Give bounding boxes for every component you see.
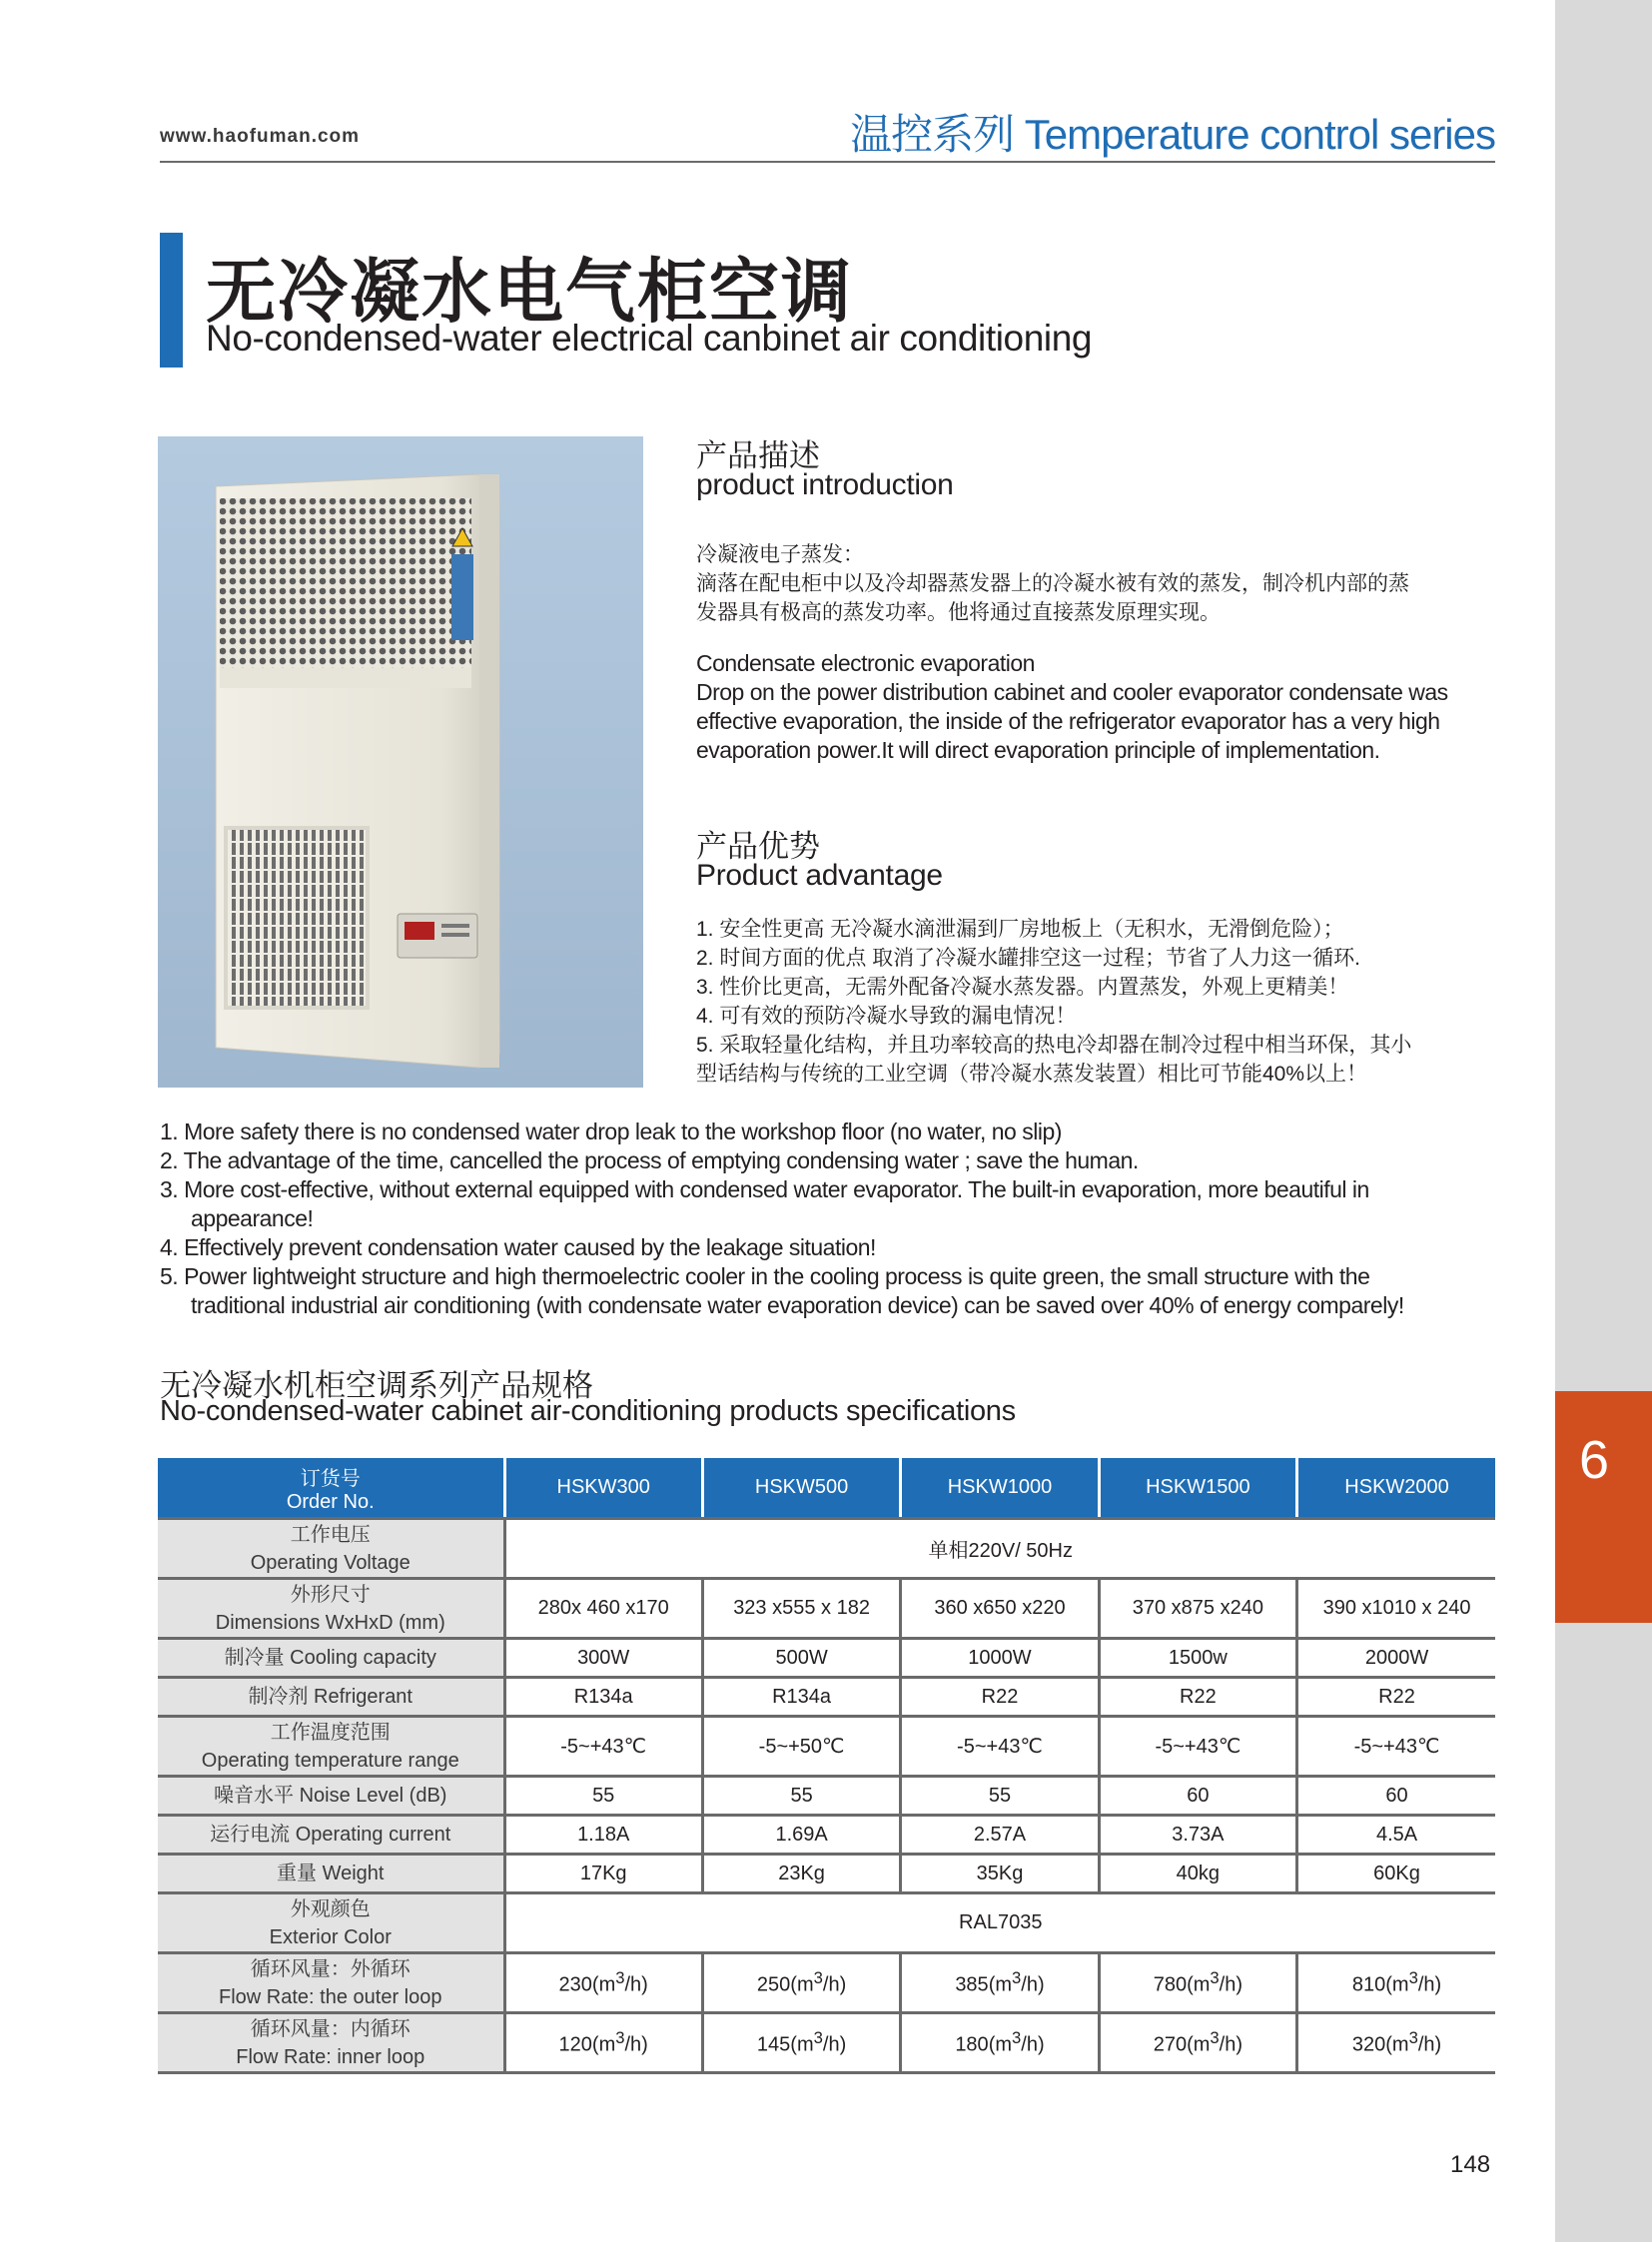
flow-unit-exp: 3 [1012,2028,1022,2048]
table-cell: -5~+43℃ [504,1717,702,1777]
table-cell: 3.73A [1099,1816,1296,1855]
flow-value: 810 [1351,1973,1386,1996]
row-label-noise: 噪音水平 Noise Level (dB) [158,1777,504,1816]
table-row [158,1816,1495,1855]
row-label-refrigerant: 制冷剂 Refrigerant [158,1678,504,1717]
table-cell [1297,1953,1495,2013]
row-label-weight: 重量 Weight [158,1855,504,1893]
flow-unit: (m [790,2033,814,2056]
voltage-value: 单相220V/ 50Hz [504,1519,1495,1579]
flow-value: 230 [558,1973,592,1996]
table-cell: 323 x555 x 182 [702,1579,900,1639]
flow-value: 270 [1153,2033,1188,2056]
flow-unit: (m [1385,2033,1409,2056]
flow-value: 250 [756,1973,791,1996]
row-label-en: Operating temperature range [201,1749,459,1772]
row-label-inner-flow [158,2013,504,2073]
table-row [158,1953,1495,2013]
table-cell: 4.5A [1297,1816,1495,1855]
header-divider [160,161,1495,163]
product-photo [158,436,643,1088]
intro-en-line: Drop on the power distribution cabinet and cooler evaporator condensate was [696,679,1448,705]
flow-unit: (m [1385,1973,1409,1996]
flow-unit-exp: 3 [1210,1968,1220,1988]
table-cell: 1000W [901,1639,1099,1678]
flow-unit-exp: 3 [1012,1968,1022,1988]
flow-value: 320 [1351,2033,1386,2056]
table-row [158,1717,1495,1777]
table-cell: -5~+43℃ [1297,1717,1495,1777]
flow-unit-exp: 3 [1210,2028,1220,2048]
row-label-cn: 工作电压 [290,1523,371,1546]
table-cell: 23Kg [702,1855,900,1893]
model-header: HSKW500 [702,1458,900,1519]
row-label-en: Flow Rate: the outer loop [219,1985,442,2008]
title-accent-bar [160,233,183,368]
spec-heading-cn: 无冷凝水机柜空调系列产品规格 [160,1368,593,1403]
table-cell [1297,2013,1495,2073]
table-row [158,1579,1495,1639]
order-no-header-en: Order No. [286,1490,375,1513]
model-header: HSKW1500 [1099,1458,1296,1519]
table-cell: 360 x650 x220 [901,1579,1099,1639]
table-cell [901,1953,1099,2013]
table-cell: 390 x1010 x 240 [1297,1579,1495,1639]
flow-unit-exp: 3 [615,1968,625,1988]
table-cell: 35Kg [901,1855,1099,1893]
table-cell: R134a [702,1678,900,1717]
table-cell: 2.57A [901,1816,1099,1855]
flow-value: 120 [558,2033,592,2056]
table-cell [504,1953,702,2013]
intro-cn-line: 滴落在配电柜中以及冷却器蒸发器上的冷凝水被有效的蒸发，制冷机内部的蒸 [696,572,1409,595]
table-cell: 2000W [1297,1639,1495,1678]
advantage-en-line: traditional industrial air conditioning (with condensate water evaporation device) can be saved over 40% of energy comparely! [191,1292,1404,1318]
flow-value: 385 [955,1973,989,1996]
table-cell: 1500w [1099,1639,1296,1678]
row-label-dimensions [158,1579,504,1639]
advantage-en-list [160,1118,1498,1320]
advantage-heading-en: Product advantage [696,859,943,892]
table-cell: R22 [1099,1678,1296,1717]
row-label-en: Flow Rate: inner loop [236,2045,425,2068]
intro-en-line: effective evaporation, the inside of the refrigerator evaporator has a very high [696,708,1440,734]
table-cell [1099,2013,1296,2073]
advantage-en-line: appearance! [191,1205,314,1231]
table-cell: R134a [504,1678,702,1717]
row-label-current: 运行电流 Operating current [158,1816,504,1855]
spec-table [158,1458,1495,2074]
advantage-cn-line: 4. 可有效的预防冷凝水导致的漏电情况！ [696,1005,1077,1028]
advantage-heading-cn: 产品优势 [696,829,820,864]
flow-value: 780 [1153,1973,1188,1996]
table-cell [702,2013,900,2073]
flow-unit-exp: 3 [813,1968,823,1988]
chapter-tab [1555,1391,1652,1623]
flow-unit: /h) [822,1973,847,1996]
table-row [158,1678,1495,1717]
table-cell: -5~+50℃ [702,1717,900,1777]
table-row [158,2013,1495,2073]
order-no-header [158,1458,504,1519]
color-value: RAL7035 [504,1893,1495,1953]
flow-unit: /h) [1021,2033,1045,2056]
table-cell: 60 [1099,1777,1296,1816]
advantage-cn-list [696,915,1411,1089]
table-row [158,1777,1495,1816]
table-cell: -5~+43℃ [901,1717,1099,1777]
advantage-en-line: 4. Effectively prevent condensation water caused by the leakage situation! [160,1234,876,1260]
intro-cn-line: 发器具有极高的蒸发功率。他将通过直接蒸发原理实现。 [696,601,1221,624]
row-label-cooling: 制冷量 Cooling capacity [158,1639,504,1678]
table-cell: R22 [1297,1678,1495,1717]
table-row [158,1639,1495,1678]
table-cell: 55 [901,1777,1099,1816]
flow-unit: /h) [624,2033,648,2056]
flow-unit: (m [988,2033,1013,2056]
table-row [158,1855,1495,1893]
row-label-cn: 外形尺寸 [290,1583,371,1606]
table-row [158,1519,1495,1579]
website-url: www.haofuman.com [160,126,361,147]
intro-cn-line: 冷凝液电子蒸发： [696,543,864,566]
flow-unit: /h) [822,2033,847,2056]
table-cell: 300W [504,1639,702,1678]
model-header: HSKW1000 [901,1458,1099,1519]
table-cell: R22 [901,1678,1099,1717]
table-cell: 370 x875 x240 [1099,1579,1296,1639]
flow-unit: /h) [1219,2033,1243,2056]
flow-unit: (m [591,2033,616,2056]
series-title: 温控系列 Temperature control series [850,111,1495,158]
row-label-voltage [158,1519,504,1579]
row-label-temperature [158,1717,504,1777]
advantage-en-line: 5. Power lightweight structure and high thermoelectric cooler in the cooling process is quite green, the small structure with the [160,1263,1370,1289]
intro-en-line: Condensate electronic evaporation [696,650,1035,676]
model-header: HSKW300 [504,1458,702,1519]
row-label-outer-flow [158,1953,504,2013]
flow-unit: (m [1187,2033,1211,2056]
table-cell: 60Kg [1297,1855,1495,1893]
row-label-cn: 循环风量：内循环 [250,2017,411,2040]
flow-unit: /h) [1021,1973,1045,1996]
flow-value: 145 [756,2033,791,2056]
table-cell [702,1953,900,2013]
page-number: 148 [1450,2151,1491,2178]
table-cell: 500W [702,1639,900,1678]
row-label-en: Operating Voltage [250,1551,411,1574]
intro-en-text [696,649,1448,765]
table-cell: 1.18A [504,1816,702,1855]
flow-value: 180 [955,2033,989,2056]
row-label-cn: 循环风量：外循环 [250,1957,411,1980]
intro-heading-cn: 产品描述 [696,438,820,473]
table-cell: 55 [504,1777,702,1816]
flow-unit-exp: 3 [615,2028,625,2048]
spec-header-row [158,1458,1495,1519]
advantage-en-line: 3. More cost-effective, without external equipped with condensed water evaporator. The built-in evaporation, more beautiful in [160,1176,1369,1202]
page-title-cn: 无冷凝水电气柜空调 [206,253,853,331]
row-label-cn: 外观颜色 [290,1897,371,1920]
advantage-cn-line: 型话结构与传统的工业空调（带冷凝水蒸发装置）相比可节能40%以上！ [696,1063,1368,1086]
advantage-cn-line: 2. 时间方面的优点 取消了冷凝水罐排空这一过程；节省了人力这一循环. [696,947,1361,970]
table-cell: -5~+43℃ [1099,1717,1296,1777]
table-cell: 1.69A [702,1816,900,1855]
spec-heading-en: No-condensed-water cabinet air-conditioning products specifications [160,1395,1016,1427]
flow-unit-exp: 3 [1408,2028,1418,2048]
chapter-number: 6 [1578,1430,1610,1490]
table-cell [504,2013,702,2073]
table-cell [901,2013,1099,2073]
flow-unit: (m [1187,1973,1211,1996]
flow-unit-exp: 3 [1408,1968,1418,1988]
flow-unit: (m [988,1973,1013,1996]
row-label-en: Dimensions WxHxD (mm) [215,1611,445,1634]
page-title-en: No-condensed-water electrical canbinet air conditioning [206,318,1093,359]
table-row [158,1893,1495,1953]
table-cell: 55 [702,1777,900,1816]
row-label-cn: 工作温度范围 [270,1721,391,1744]
table-cell: 60 [1297,1777,1495,1816]
flow-unit: /h) [624,1973,648,1996]
flow-unit: /h) [1219,1973,1243,1996]
order-no-header-cn: 订货号 [300,1467,361,1490]
advantage-cn-line: 5. 采取轻量化结构，并且功率较高的热电冷却器在制冷过程中相当环保，其小 [696,1034,1412,1057]
table-cell [1099,1953,1296,2013]
intro-heading-en: product introduction [696,468,954,501]
flow-unit: /h) [1417,1973,1442,1996]
advantage-cn-line: 3. 性价比更高，无需外配备冷凝水蒸发器。内置蒸发，外观上更精美！ [696,976,1349,999]
row-label-color [158,1893,504,1953]
flow-unit: (m [790,1973,814,1996]
advantage-en-line: 1. More safety there is no condensed water drop leak to the workshop floor (no water, no slip) [160,1119,1062,1144]
table-cell: 40kg [1099,1855,1296,1893]
advantage-en-line: 2. The advantage of the time, cancelled the process of emptying condensing water ; save the human. [160,1147,1139,1173]
row-label-en: Exterior Color [269,1925,392,1948]
flow-unit: (m [591,1973,616,1996]
side-band [1555,0,1652,2242]
advantage-cn-line: 1. 安全性更高 无冷凝水滴泄漏到厂房地板上（无积水，无滑倒危险）； [696,918,1344,941]
intro-en-line: evaporation power.It will direct evaporation principle of implementation. [696,737,1380,763]
intro-cn-text [696,540,1409,627]
model-header: HSKW2000 [1297,1458,1495,1519]
flow-unit: /h) [1417,2033,1442,2056]
table-cell: 17Kg [504,1855,702,1893]
table-cell: 280x 460 x170 [504,1579,702,1639]
flow-unit-exp: 3 [813,2028,823,2048]
